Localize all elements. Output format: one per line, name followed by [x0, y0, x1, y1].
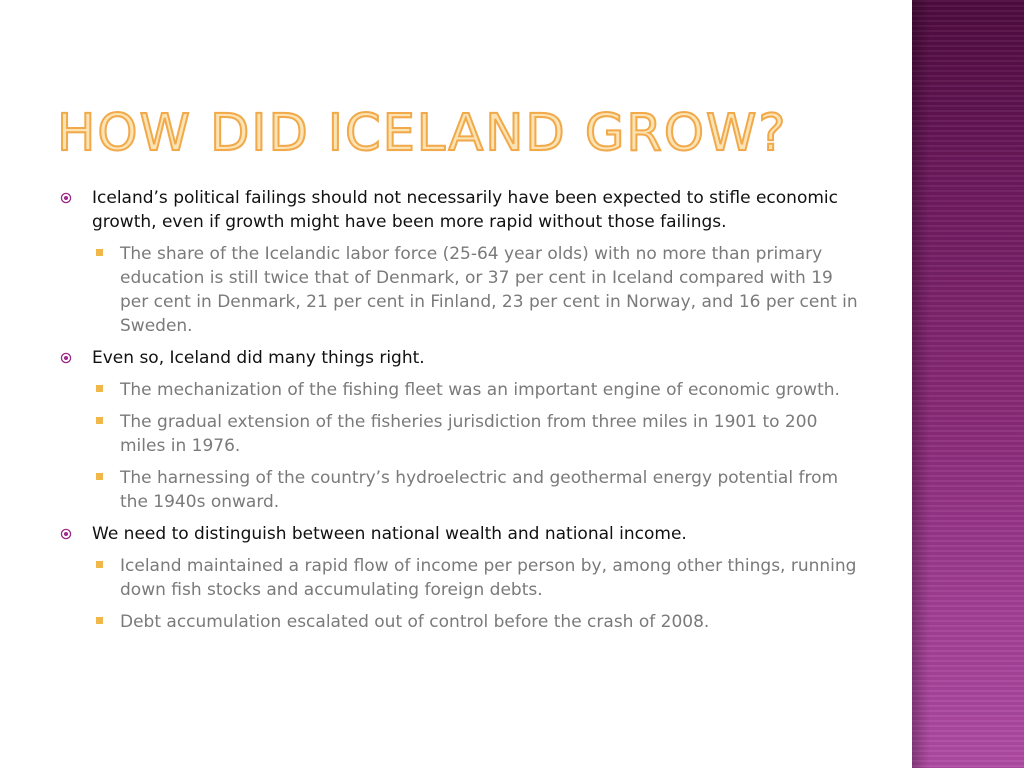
square-bullet-icon: [96, 473, 103, 480]
sub-bullet-text: Debt accumulation escalated out of control before the crash of 2008.: [120, 612, 710, 632]
sub-bullet-text: The mechanization of the fishing fleet was an important engine of economic growth.: [120, 380, 840, 400]
sub-bullet-text: Iceland maintained a rapid flow of income per person by, among other things, running down fish stocks and accumulating foreign debts.: [120, 556, 857, 600]
decorative-side-band: [912, 0, 1024, 768]
bullet-text: Even so, Iceland did many things right.: [92, 348, 425, 368]
bullet-item-3: [58, 522, 863, 546]
bullet-item-2: [58, 346, 863, 370]
square-bullet-icon: [96, 417, 103, 424]
circle-dot-bullet-icon: [60, 192, 72, 204]
sub-bullet-text: The gradual extension of the fisheries jurisdiction from three miles in 1901 to 200 miles in 1976.: [120, 412, 818, 456]
sub-bullet-item-2-3: [58, 466, 863, 514]
bullet-list: [58, 186, 863, 642]
circle-dot-bullet-icon: [60, 528, 72, 540]
square-bullet-icon: [96, 561, 103, 568]
sub-bullet-text: The harnessing of the country’s hydroelectric and geothermal energy potential from the 1940s onward.: [120, 468, 839, 512]
sub-bullet-item-3-2: [58, 610, 863, 634]
square-bullet-icon: [96, 249, 103, 256]
square-bullet-icon: [96, 617, 103, 624]
square-bullet-icon: [96, 385, 103, 392]
sub-bullet-text: The share of the Icelandic labor force (25-64 year olds) with no more than primary education is still twice that of Denmark, or 37 per cent in Iceland compared with 19 per cent in Denmark, 21 per cent in Finland, 23 per cent in Norway, and 16 per cent in Sweden.: [120, 244, 858, 336]
bullet-item-1: [58, 186, 863, 234]
bullet-text: Iceland’s political failings should not necessarily have been expected to stifle economic growth, even if growth might have been more rapid without those failings.: [92, 188, 838, 232]
sub-bullet-item-2-2: [58, 410, 863, 458]
sub-bullet-item-2-1: [58, 378, 863, 402]
circle-dot-bullet-icon: [60, 352, 72, 364]
bullet-text: We need to distinguish between national wealth and national income.: [92, 524, 687, 544]
sub-bullet-item-3-1: [58, 554, 863, 602]
slide-title: HOW DID ICELAND GROW?: [57, 104, 788, 163]
sub-bullet-item-1-1: [58, 242, 863, 338]
